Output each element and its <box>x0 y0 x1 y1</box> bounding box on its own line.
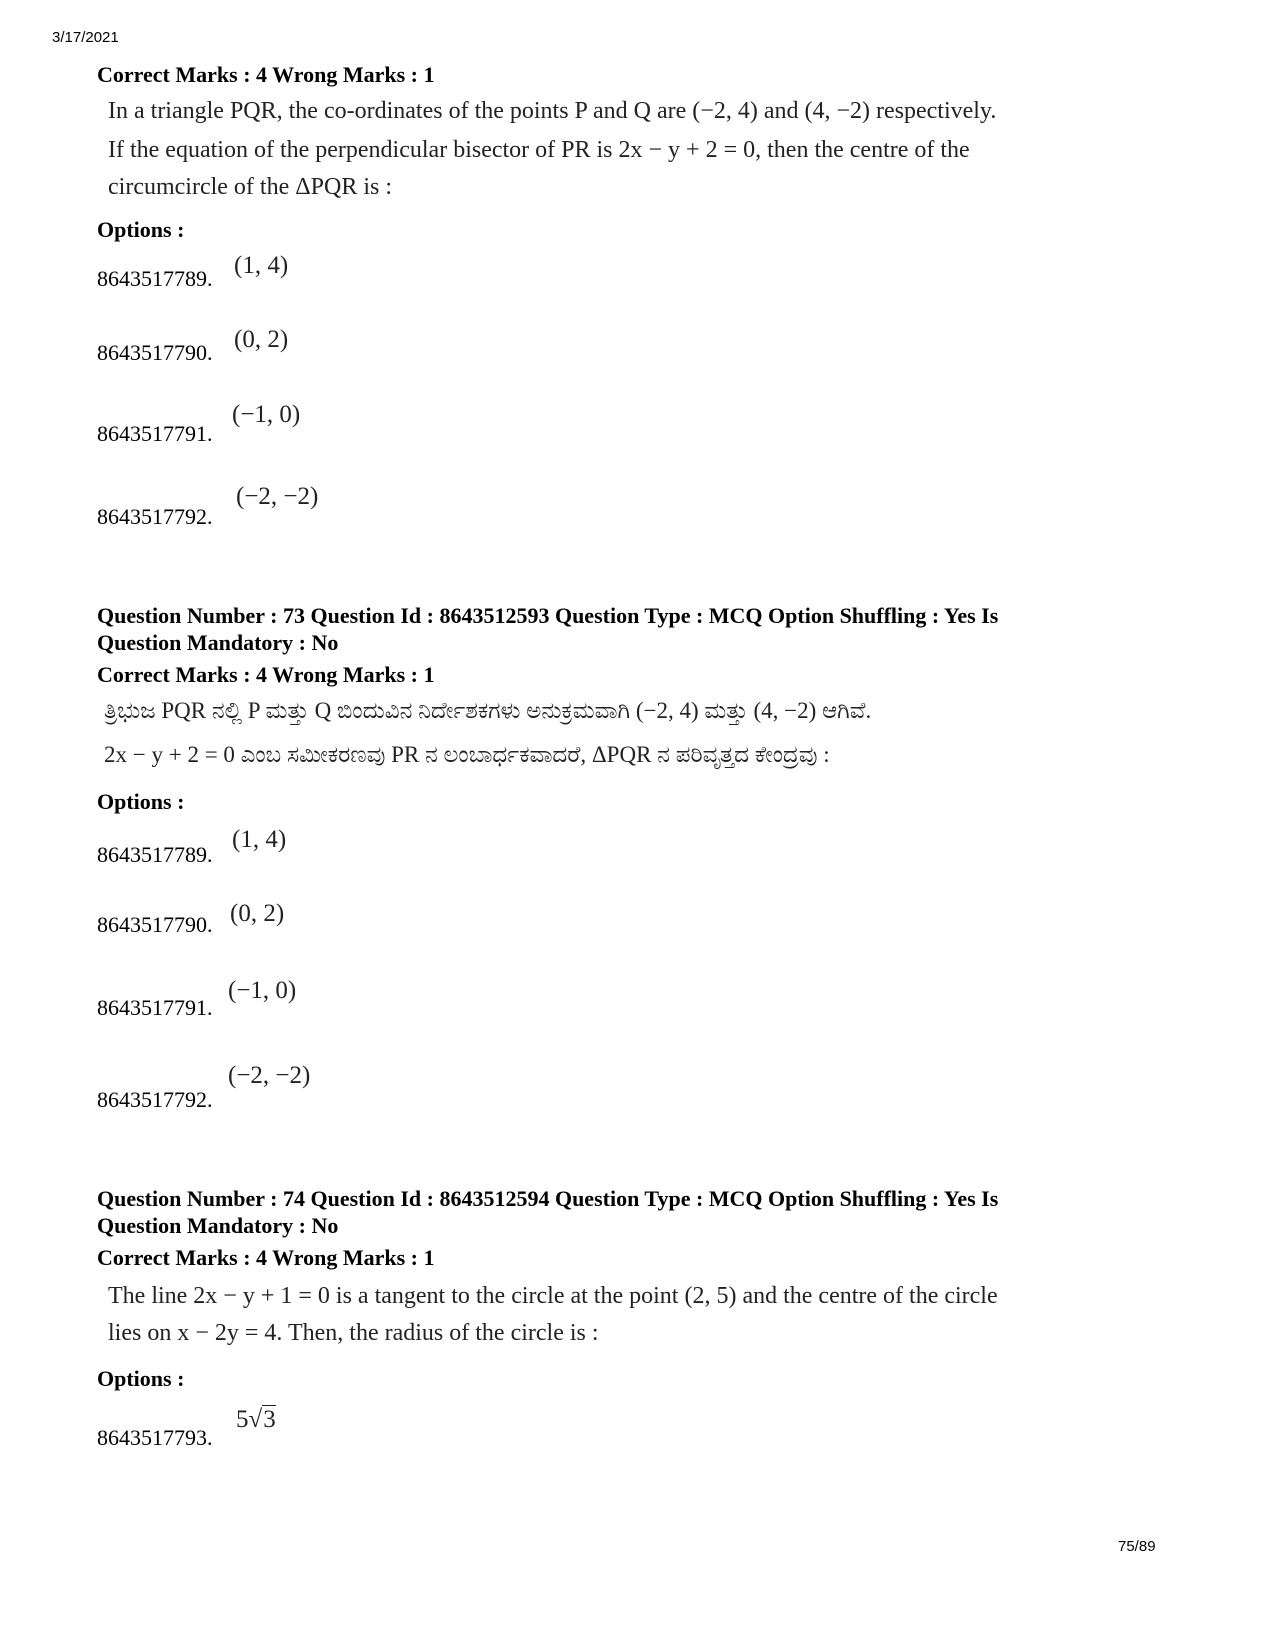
q74-marks: Correct Marks : 4 Wrong Marks : 1 <box>97 1245 435 1270</box>
option-value: (−2, −2) <box>236 483 319 510</box>
option-id: 8643517791. <box>97 421 213 446</box>
q73-text-line1: ತ್ರಿಭುಜ PQR ನಲ್ಲಿ P ಮತ್ತು Q ಬಿಂದುವಿನ ನಿರ್ದೇಶಕಗಳು ಅನುಕ್ರಮವಾಗಿ (−2, 4) ಮತ್ತು (4, −2) ಆಗಿವೆ. <box>104 698 872 723</box>
option-value: (0, 2) <box>234 326 289 353</box>
option-value <box>236 1406 276 1434</box>
sqrt-coefficient: 5 <box>236 1406 249 1433</box>
q72-text-line3: circumcircle of the ΔPQR is : <box>108 174 393 200</box>
option-id: 8643517792. <box>97 1087 213 1112</box>
q72-options-label: Options : <box>97 217 185 242</box>
option-value: (−1, 0) <box>228 977 297 1004</box>
q72-text-line1: In a triangle PQR, the co-ordinates of the points P and Q are (−2, 4) and (4, −2) respectively. <box>108 98 997 124</box>
q74-header-line2: Question Mandatory : No <box>97 1213 339 1238</box>
option-id: 8643517792. <box>97 504 213 529</box>
q73-options-label: Options : <box>97 789 185 814</box>
option-value: (−2, −2) <box>228 1062 311 1089</box>
q74-options-label: Options : <box>97 1366 185 1391</box>
q73-marks: Correct Marks : 4 Wrong Marks : 1 <box>97 662 435 687</box>
q74-text-line1: The line 2x − y + 1 = 0 is a tangent to the circle at the point (2, 5) and the centre of the circle <box>108 1283 998 1309</box>
option-value: (1, 4) <box>232 826 287 853</box>
option-id: 8643517789. <box>97 842 213 867</box>
q73-header-line1: Question Number : 73 Question Id : 8643512593 Question Type : MCQ Option Shuffling : Yes Is <box>97 603 999 628</box>
option-id: 8643517789. <box>97 266 213 291</box>
option-id: 8643517791. <box>97 995 213 1020</box>
option-value: (−1, 0) <box>232 401 301 428</box>
option-value: (0, 2) <box>230 900 285 927</box>
option-id: 8643517793. <box>97 1425 213 1450</box>
q74-header-line1: Question Number : 74 Question Id : 8643512594 Question Type : MCQ Option Shuffling : Yes Is <box>97 1186 999 1211</box>
option-id: 8643517790. <box>97 912 213 937</box>
option-value: (1, 4) <box>234 252 289 279</box>
option-id: 8643517790. <box>97 340 213 365</box>
sqrt-sign: √ <box>248 1406 263 1433</box>
sqrt-radicand: 3 <box>263 1406 276 1433</box>
q72-marks: Correct Marks : 4 Wrong Marks : 1 <box>97 62 435 87</box>
q74-text-line2: lies on x − 2y = 4. Then, the radius of the circle is : <box>108 1320 599 1346</box>
page-number: 75/89 <box>1118 1538 1156 1555</box>
q72-text-line2: If the equation of the perpendicular bisector of PR is 2x − y + 2 = 0, then the centre of the <box>108 137 970 163</box>
q73-header-line2: Question Mandatory : No <box>97 630 339 655</box>
page-date: 3/17/2021 <box>52 29 119 46</box>
q73-text-line2: 2x − y + 2 = 0 ಎಂಬ ಸಮೀಕರಣವು PR ನ ಲಂಬಾರ್ಧಕವಾದರೆ, ΔPQR ನ ಪರಿವೃತ್ತದ ಕೇಂದ್ರವು : <box>104 742 830 767</box>
